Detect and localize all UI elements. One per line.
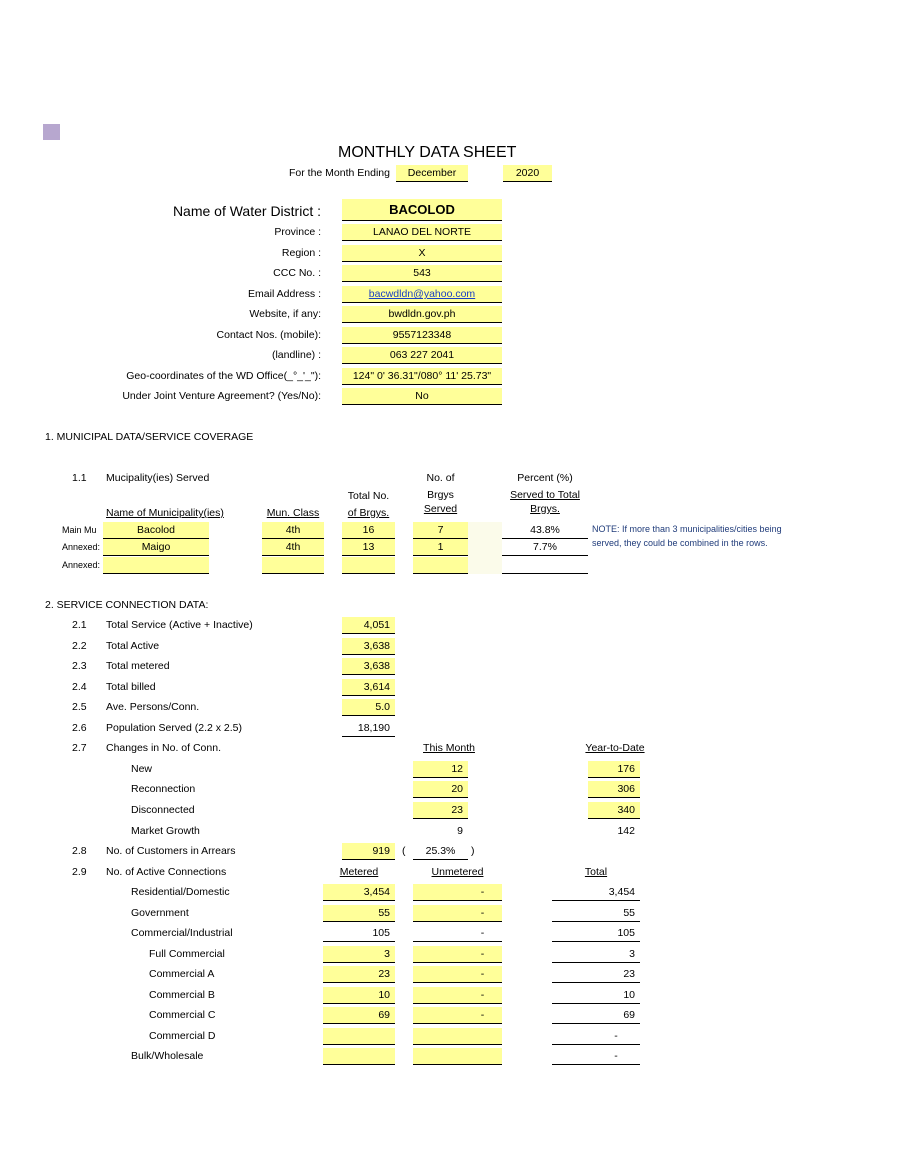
reconnection-month-field[interactable]: 20 [413,781,468,798]
col-percent-1: Percent (%) [517,472,573,484]
section1-1-num: 1.1 [72,472,87,484]
bulk-wholesale-metered-field[interactable] [323,1048,395,1065]
municipality-name-3[interactable] [103,557,209,574]
population-served-value: 18,190 [342,720,395,737]
commercial-a-metered-field[interactable]: 23 [323,966,395,983]
item-2-3-num: 2.3 [72,660,87,672]
conn-government-label: Government [131,907,189,919]
col-unmetered: Unmetered [431,866,484,878]
geo-field[interactable]: 124" 0' 36.31"/080° 11' 25.73" [342,368,502,385]
percent-served-1: 43.8% [502,522,588,539]
item-2-6-label: Population Served (2.2 x 2.5) [106,722,242,734]
landline-field[interactable]: 063 227 2041 [342,347,502,364]
municipality-name-2[interactable]: Maigo [103,539,209,556]
col-total: Total [584,866,608,878]
commercial-industrial-metered: 105 [323,925,395,942]
municipality-name-1[interactable]: Bacolod [103,522,209,539]
col-metered: Metered [339,866,379,878]
brgys-served-3[interactable] [413,557,468,574]
arrears-paren-open: ( [402,845,406,857]
commercial-industrial-total: 105 [552,925,640,942]
mun-class-2[interactable]: 4th [262,539,324,556]
government-metered-field[interactable]: 55 [323,905,395,922]
ccc-label: CCC No. : [273,267,321,279]
col-brgys-served-2: Brgys [427,489,454,501]
item-2-4-label: Total billed [106,681,156,693]
item-2-4-num: 2.4 [72,681,87,693]
col-year-to-date: Year-to-Date [585,742,645,754]
change-new-label: New [131,763,153,775]
item-2-7-label: Changes in No. of Conn. [106,742,221,754]
col-municipality-name: Name of Municipality(ies) [106,507,224,519]
item-2-9-label: No. of Active Connections [106,866,227,878]
district-name-label: Name of Water District : [172,203,321,219]
item-2-1-num: 2.1 [72,619,87,631]
arrears-percent: 25.3% [413,843,468,860]
residential-unmetered-field[interactable]: - [413,884,502,901]
province-field[interactable]: LANAO DEL NORTE [342,224,502,241]
commercial-d-total: - [552,1028,640,1045]
market-growth-month: 9 [457,825,463,837]
commercial-b-total: 10 [552,987,640,1004]
note-line-2: served, they could be combined in the rows. [592,538,768,548]
col-total-brgys-2: of Brgys. [347,507,390,519]
row-type-main: Main Mu [62,525,97,535]
col-percent-2: Served to Total [510,489,580,501]
col-mun-class: Mun. Class [266,507,320,519]
residential-total: 3,454 [552,884,640,901]
district-name-field[interactable]: BACOLOD [342,199,502,221]
total-service-field[interactable]: 4,051 [342,617,395,634]
item-2-2-label: Total Active [106,640,160,652]
commercial-b-metered-field[interactable]: 10 [323,987,395,1004]
col-brgys-served-3: Served [423,503,458,515]
reconnection-ytd-field[interactable]: 306 [588,781,640,798]
item-2-8-label: No. of Customers in Arrears [106,845,236,857]
disconnected-month-field[interactable]: 23 [413,802,468,819]
conn-residential-label: Residential/Domestic [131,886,230,898]
item-2-5-num: 2.5 [72,701,87,713]
bulk-wholesale-unmetered-field[interactable] [413,1048,502,1065]
jv-label: Under Joint Venture Agreement? (Yes/No): [122,390,321,402]
section1-heading: 1. MUNICIPAL DATA/SERVICE COVERAGE [45,431,254,443]
new-ytd-field[interactable]: 176 [588,761,640,778]
government-total: 55 [552,905,640,922]
row-type-annexed-2: Annexed: [62,560,101,570]
jv-field[interactable]: No [342,388,502,405]
mun-class-3[interactable] [262,557,324,574]
item-2-7-num: 2.7 [72,742,87,754]
conn-bulk-wholesale-label: Bulk/Wholesale [131,1050,204,1062]
commercial-d-unmetered-field[interactable] [413,1028,502,1045]
total-active-field[interactable]: 3,638 [342,638,395,655]
full-commercial-unmetered-field[interactable]: - [413,946,502,963]
commercial-c-unmetered-field[interactable]: - [413,1007,502,1024]
government-unmetered-field[interactable]: - [413,905,502,922]
col-this-month: This Month [423,742,475,754]
full-commercial-metered-field[interactable]: 3 [323,946,395,963]
month-field[interactable]: December [396,165,468,182]
conn-commercial-a-label: Commercial A [149,968,215,980]
brgys-served-2[interactable]: 1 [413,539,468,556]
market-growth-ytd: 142 [617,825,635,837]
region-label: Region : [281,247,321,259]
conn-commercial-industrial-label: Commercial/Industrial [131,927,233,939]
landline-label: (landline) : [271,349,321,361]
col-brgys-served-1: No. of [426,472,455,484]
province-label: Province : [274,226,321,238]
commercial-c-total: 69 [552,1007,640,1024]
item-2-9-num: 2.9 [72,866,87,878]
email-field[interactable] [342,286,502,303]
conn-commercial-c-label: Commercial C [149,1009,216,1021]
total-billed-field[interactable]: 3,614 [342,679,395,696]
mun-class-1[interactable]: 4th [262,522,324,539]
year-field[interactable]: 2020 [503,165,552,182]
row-type-annexed-1: Annexed: [62,542,101,552]
item-2-2-num: 2.2 [72,640,87,652]
commercial-b-unmetered-field[interactable]: - [413,987,502,1004]
commercial-d-metered-field[interactable] [323,1028,395,1045]
month-label: For the Month Ending [289,167,390,179]
conn-commercial-b-label: Commercial B [149,989,215,1001]
geo-label: Geo-coordinates of the WD Office(_°_'_"): [126,370,321,382]
total-brgys-3[interactable] [342,557,395,574]
mobile-label: Contact Nos. (mobile): [216,329,321,341]
website-label: Website, if any: [249,308,321,320]
item-2-5-label: Ave. Persons/Conn. [106,701,200,713]
header-marker-square [43,124,60,140]
commercial-a-total: 23 [552,966,640,983]
change-market-growth-label: Market Growth [131,825,200,837]
ccc-field[interactable]: 543 [342,265,502,282]
item-2-3-label: Total metered [106,660,170,672]
disconnected-ytd-field[interactable]: 340 [588,802,640,819]
commercial-industrial-unmetered: - [413,925,502,942]
change-reconnection-label: Reconnection [131,783,196,795]
conn-commercial-d-label: Commercial D [149,1030,216,1042]
residential-metered-field[interactable]: 3,454 [323,884,395,901]
item-2-8-num: 2.8 [72,845,87,857]
brgys-served-1[interactable]: 7 [413,522,468,539]
conn-full-commercial-label: Full Commercial [149,948,225,960]
mobile-field[interactable]: 9557123348 [342,327,502,344]
percent-served-2: 7.7% [502,539,588,556]
page-title: MONTHLY DATA SHEET [338,144,517,161]
region-field[interactable]: X [342,245,502,262]
email-link[interactable]: bacwdldn@yahoo.com [368,288,476,300]
arrears-paren-close: ) [471,845,475,857]
website-field[interactable]: bwdldn.gov.ph [342,306,502,323]
arrears-field[interactable]: 919 [342,843,395,860]
note-line-1: NOTE: If more than 3 municipalities/cities being [592,524,782,534]
bulk-wholesale-total: - [552,1048,640,1065]
pale-column-fill [468,522,502,574]
change-disconnected-label: Disconnected [131,804,195,816]
section1-1-label: Mucipality(ies) Served [106,472,210,484]
commercial-a-unmetered-field[interactable]: - [413,966,502,983]
ave-persons-field[interactable]: 5.0 [342,699,395,716]
commercial-c-metered-field[interactable]: 69 [323,1007,395,1024]
col-percent-3: Brgys. [530,503,560,515]
new-month-field[interactable]: 12 [413,761,468,778]
email-label: Email Address : [248,288,321,300]
col-total-brgys-1: Total No. [347,490,390,502]
total-brgys-1[interactable]: 16 [342,522,395,539]
total-metered-field[interactable]: 3,638 [342,658,395,675]
item-2-1-label: Total Service (Active + Inactive) [106,619,253,631]
percent-served-3 [502,557,588,574]
full-commercial-total: 3 [552,946,640,963]
total-brgys-2[interactable]: 13 [342,539,395,556]
item-2-6-num: 2.6 [72,722,87,734]
section2-heading: 2. SERVICE CONNECTION DATA: [45,599,209,611]
